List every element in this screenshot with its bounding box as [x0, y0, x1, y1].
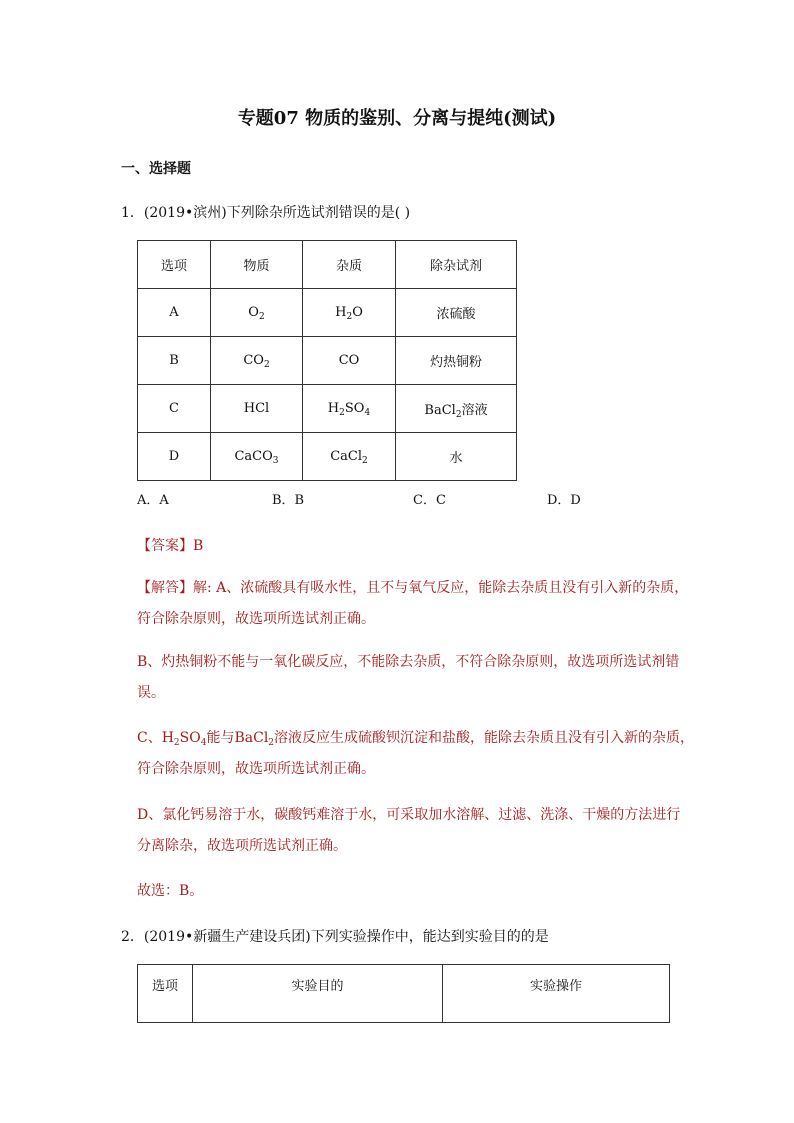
question-1-stem: 1．(2019•滨州)下列除杂所选试剂错误的是( ) [121, 205, 411, 221]
table-header-cell: 选项 [138, 965, 193, 1023]
table-header-row [138, 965, 670, 1023]
table-cell: HCl [211, 385, 303, 433]
table-cell: CaCO$_3$ [211, 433, 303, 481]
analysis-line: C、$H_2SO_4$能与BaCl$_2$溶液反应生成硫酸钡沉淀和盐酸，能除去杂质且没有引入新的杂质， [137, 730, 695, 748]
table-header-cell: 实验目的 [193, 965, 443, 1023]
analysis-line: 符合除杂原则，故选项所选试剂正确。 [137, 611, 375, 627]
analysis-line [137, 573, 689, 604]
table-row [138, 385, 517, 433]
table-row [138, 289, 517, 337]
table-cell: BaCl$_2$溶液 [396, 385, 517, 433]
section-heading: 一、选择题 [121, 161, 191, 177]
table-cell: D [138, 433, 211, 481]
analysis-paragraph-a [137, 573, 689, 635]
analysis-line: 误。 [137, 685, 165, 701]
analysis-paragraph-d [137, 800, 681, 862]
table-row [138, 337, 517, 385]
option-d: D．D [547, 493, 581, 508]
table-header-cell: 除杂试剂 [396, 241, 517, 289]
table-header-cell: 实验操作 [443, 965, 670, 1023]
analysis-line: B、灼热铜粉不能与一氧化碳反应，不能除去杂质，不符合除杂原则，故选项所选试剂错 [137, 654, 680, 670]
analysis-line: 符合除杂原则，故选项所选试剂正确。 [137, 761, 375, 777]
question-1-table [137, 240, 517, 481]
table-cell: C [138, 385, 211, 433]
table-cell: $O_2$ [211, 289, 303, 337]
table-cell: 水 [396, 433, 517, 481]
table-header-row [138, 241, 517, 289]
analysis-line: 分离除杂，故选项所选试剂正确。 [137, 838, 347, 854]
analysis-text: 解: A、浓硫酸具有吸水性，且不与氧气反应，能除去杂质且没有引入新的杂质， [193, 580, 689, 596]
analysis-line: D、氯化钙易溶于水，碳酸钙难溶于水，可采取加水溶解、过滤、洗涤、干燥的方法进行 [137, 807, 681, 823]
answer-label: 【答案】 [137, 538, 193, 554]
table-cell: A [138, 289, 211, 337]
table-row [138, 433, 517, 481]
table-cell: $H_2SO_4$ [303, 385, 396, 433]
analysis-label: 【解答】 [137, 580, 193, 596]
answer-value: B [193, 538, 204, 554]
option-a: A．A [137, 493, 169, 508]
analysis-paragraph-c [137, 723, 695, 785]
page-title: 专题07 物质的鉴别、分离与提纯(测试) [237, 108, 557, 129]
conclusion: 故选：B。 [137, 883, 204, 899]
option-c: C．C [413, 493, 446, 508]
table-cell: CO [303, 337, 396, 385]
table-cell: 浓硫酸 [396, 289, 517, 337]
analysis-paragraph-b [137, 647, 680, 709]
table-header-cell: 杂质 [303, 241, 396, 289]
answer-line [137, 535, 203, 555]
table-header-cell: 选项 [138, 241, 211, 289]
table-cell: 灼热铜粉 [396, 337, 517, 385]
question-2-stem: 2．(2019•新疆生产建设兵团)下列实验操作中，能达到实验目的的是 [121, 929, 549, 945]
question-2-table [137, 964, 670, 1023]
table-cell: $H_2O$ [303, 289, 396, 337]
table-cell: B [138, 337, 211, 385]
table-cell: $CO_2$ [211, 337, 303, 385]
table-cell: CaCl$_2$ [303, 433, 396, 481]
table-header-cell: 物质 [211, 241, 303, 289]
option-b: B．B [272, 493, 305, 508]
